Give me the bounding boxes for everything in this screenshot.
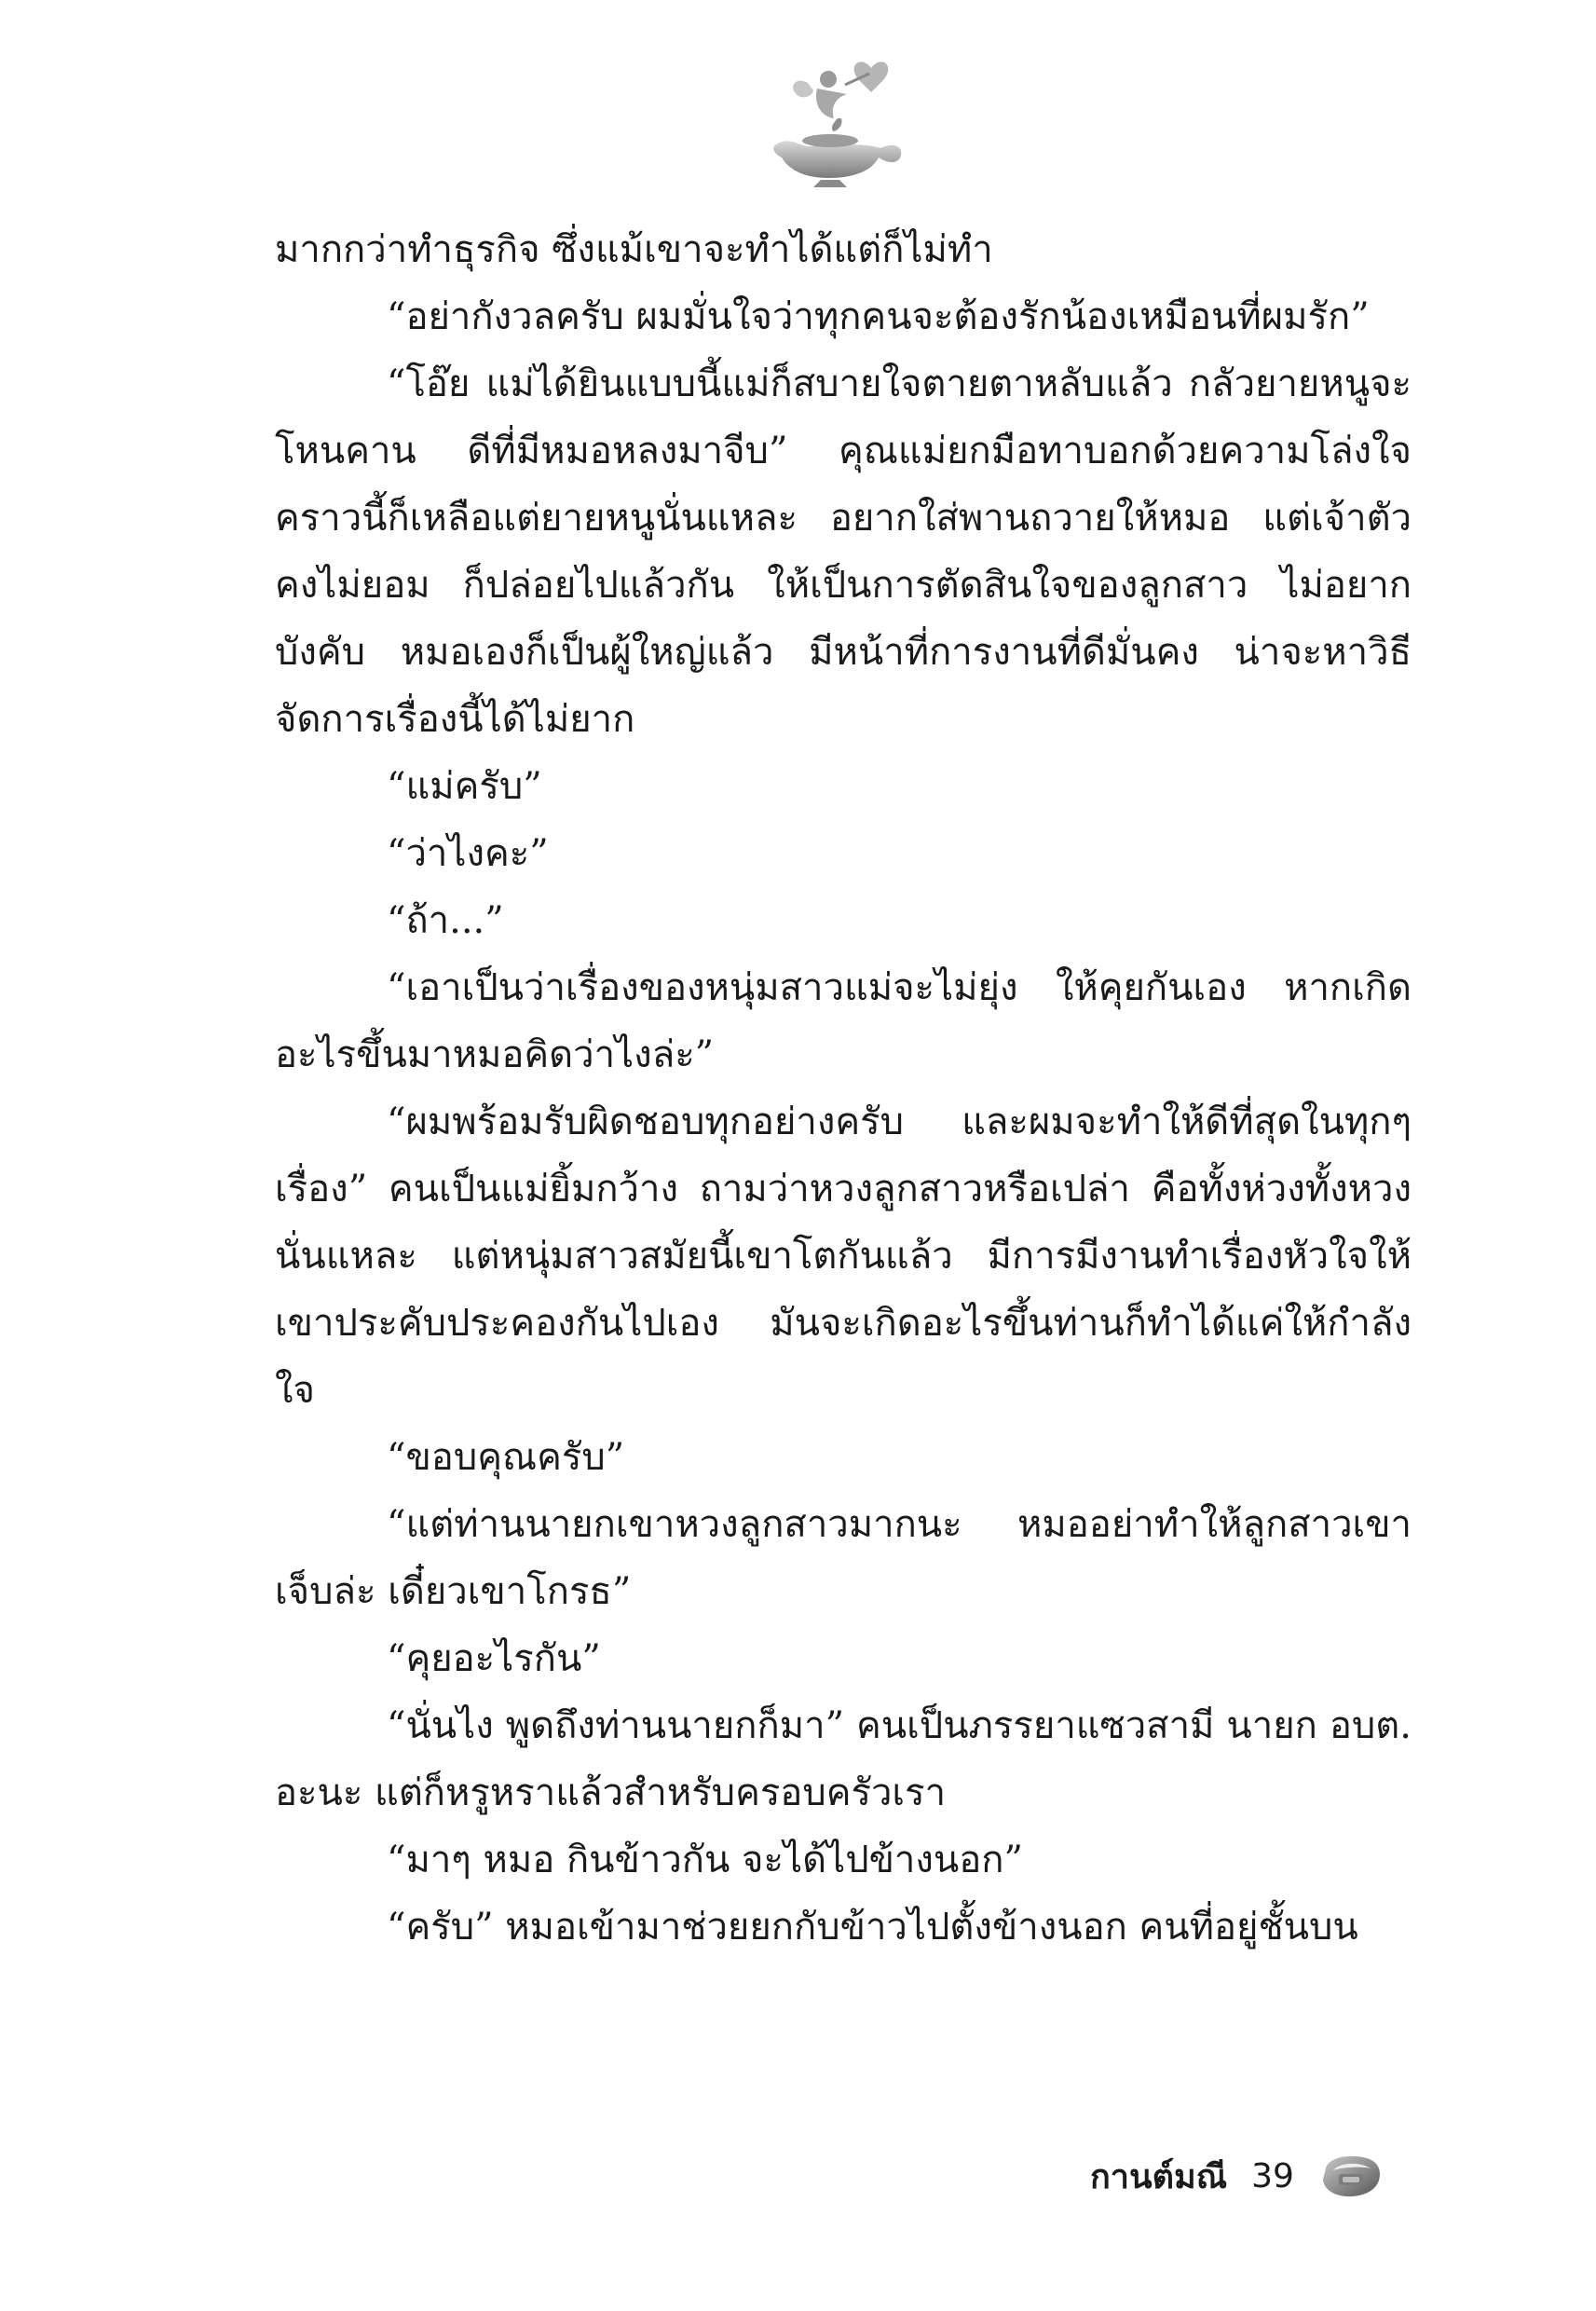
paragraph-3: “โอ๊ย แม่ได้ยินแบบนี้แม่ก็สบายใจตายตาหลับแล้ว กลัวยายหนูจะโหนคาน ดีที่มีหมอหลงมาจีบ” คุณแม่ยกมือทาบอกด้วยความโล่งใจคราวนี้ก็เหลือแต่ยายหนูนั่นแหละ อยากใส่พานถวายให้หมอ แต่เจ้าตัวคงไม่ยอม ก็ปล่อยไปแล้วกัน ให้เป็นการตัดสินใจของลูกสาว ไม่อยากบังคับ หมอเองก็เป็นผู้ใหญ่แล้ว มีหน้าที่การงานที่ดีมั่นคง น่าจะหาวิธีจัดการเรื่องนี้ได้ไม่ยาก [275,362,1412,741]
page-footer [1090,2148,1384,2204]
paragraph-12: “นั่นไง พูดถึงท่านนายกก็มา” คนเป็นภรรยาแซวสามี นายก อบต. อะนะ แต่ก็หรูหราแล้วสำหรับครอบครัวเรา [275,1704,1412,1814]
paragraph-9: “ขอบคุณครับ” [387,1436,625,1479]
paragraph-1: มากกว่าทำธุรกิจ ซึ่งแม้เขาจะทำได้แต่ก็ไม่ทำ [275,228,993,271]
book-title: กานต์มณี [1090,2157,1228,2196]
body-text [275,216,1412,1961]
paragraph-4: “แม่ครับ” [387,765,542,808]
genie-lamp-with-cupid-icon [761,51,910,191]
paragraph-13: “มาๆ หมอ กินข้าวกัน จะได้ไปข้างนอก” [387,1839,1023,1881]
paragraph-8: “ผมพร้อมรับผิดชอบทุกอย่างครับ และผมจะทำให้ดีที่สุดในทุกๆ เรื่อง” คนเป็นแม่ยิ้มกว้าง ถามว่าหวงลูกสาวหรือเปล่า คือทั้งห่วงทั้งหวงนั่นแหละ แต่หนุ่มสาวสมัยนี้เขาโตกันแล้ว มีการมีงานทำเรื่องหัวใจให้เขาประคับประคองกันไปเอง มันจะเกิดอะไรขึ้นท่านก็ทำได้แค่ให้กำลังใจ [275,1101,1412,1412]
paragraph-6: “ถ้า...” [387,899,504,942]
page-number: 39 [1251,2156,1294,2195]
paragraph-2: “อย่ากังวลครับ ผมมั่นใจว่าทุกคนจะต้องรักน้องเหมือนที่ผมรัก” [387,295,1370,338]
paragraph-11: “คุยอะไรกัน” [387,1637,601,1680]
paragraph-5: “ว่าไงคะ” [387,832,549,875]
jewel-stone-icon [1318,2152,1384,2200]
paragraph-7: “เอาเป็นว่าเรื่องของหนุ่มสาวแม่จะไม่ยุ่ง ให้คุยกันเอง หากเกิดอะไรขึ้นมาหมอคิดว่าไงล่ะ” [275,966,1412,1076]
paragraph-10: “แต่ท่านนายกเขาหวงลูกสาวมากนะ หมออย่าทำให้ลูกสาวเขาเจ็บล่ะ เดี๋ยวเขาโกรธ” [275,1503,1412,1613]
paragraph-14: “ครับ” หมอเข้ามาช่วยยกกับข้าวไปตั้งข้างนอก คนที่อยู่ชั้นบน [387,1906,1358,1949]
